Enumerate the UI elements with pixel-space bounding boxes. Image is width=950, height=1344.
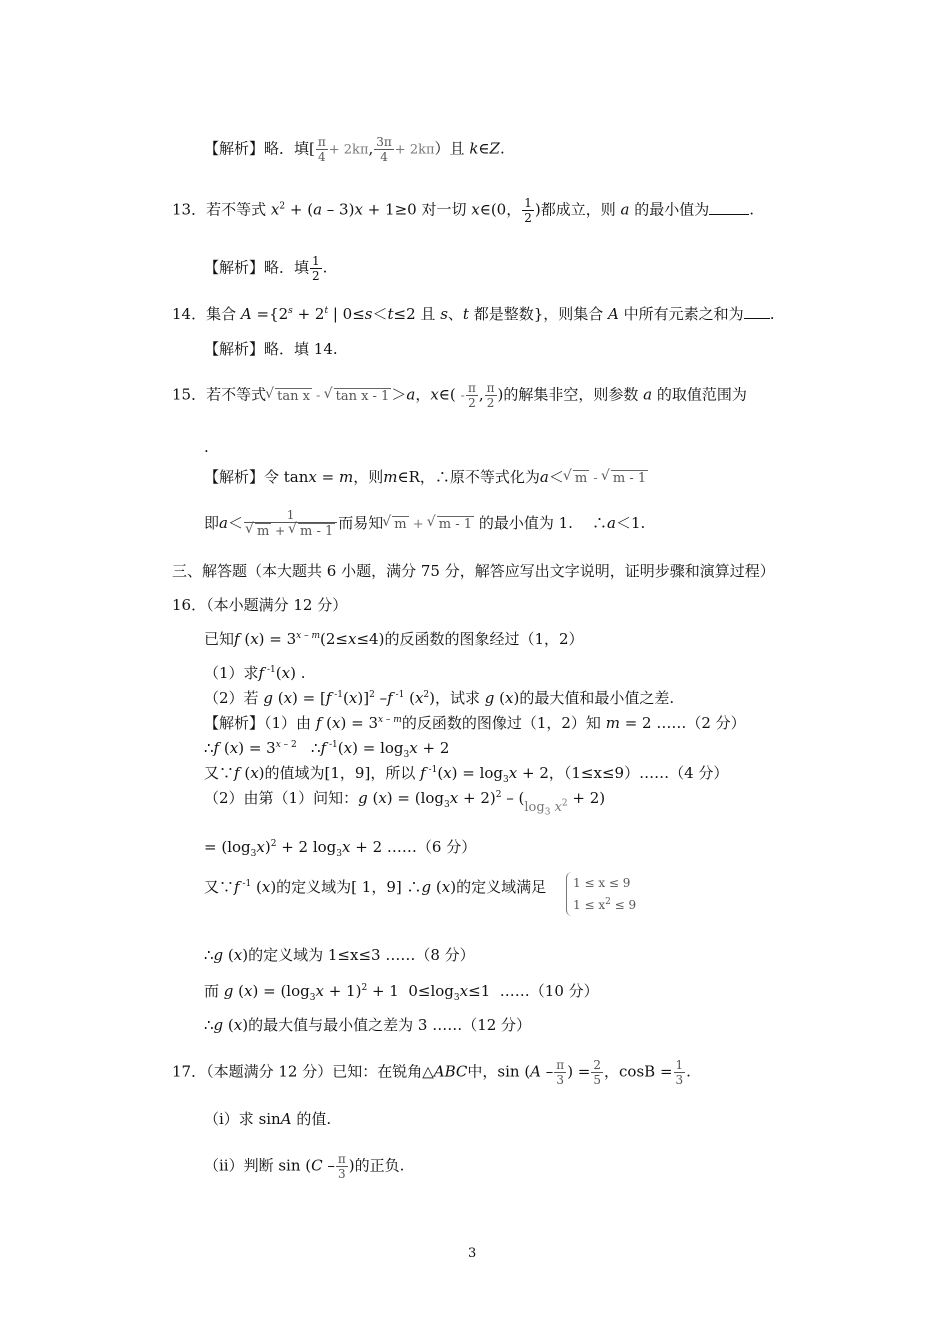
analysis-12: 【解析】略．填[ $\frac{\pi}{4}$ + 2kπ, $\frac{3\pi}{4}$ + 2kπ）且 k∈Z. [204,135,505,164]
question-16: 16．（本小题满分 12 分） [172,596,348,614]
fraction: $\frac{1}{2}$ [312,254,320,283]
sqrt: √ m - 1 [437,516,474,533]
question-17: 17．（本题满分 12 分）已知：在锐角△ABC中，sin (A – $\frac{\pi}{3}$ ) = $\frac{2}{5}$ ，cosB = $\frac{1}{3}$ . [172,1058,691,1087]
question-13: 13．若不等式 $x^2 + (a - 3)x + 1\ge 0$ 对一切 x∈(0， $\frac{1}{2}$ )都成立，则 a 的最小值为 . [172,196,755,225]
q16-line-7: （2）由第（1）问知：g $(x) = (\log_3x + 2)^2 - (\log_3$ $x^2 + 2$) [204,789,606,818]
analysis-15: 【解析】令 tanx = m，则m∈R，∴原不等式化为a＜√ m - √ m - 1 [204,466,648,490]
q16-line-11: 而 g $(x) = (\log_3x + 1)^2 + 1$ $0\le\log_3x\le 1$ ……（10 分） [204,982,599,1003]
question-15-end: . [204,438,209,456]
fraction: $\frac{1}{2}$ [524,196,532,225]
analysis-13: 【解析】略．填 $\frac{1}{2}$ . [204,254,328,283]
sqrt: √ tan x - 1 [334,388,392,405]
q16-line-9: 又∵f $^{-1}$ (x)的定义域为[ 1，9] ∴g (x)的定义域满足 [204,878,547,896]
q16-line-6: 又∵f (x)的值域为[1，9]，所以 f $^{-1}(x) = \log_3x + 2$，（1≤x≤9）……（4 分） [204,764,729,785]
fraction: $\frac{2}{5}$ [593,1058,602,1087]
fraction: $\frac{\pi}{2}$ [486,381,495,410]
inequality-system: 1 ≤ x ≤ 9 $1 \le x^2 \le 9$ [566,872,636,916]
q16-line-3: （2）若 g (x) = [f $^{-1}$(x)]$^2$ –f $^{-1}$ $(x^2)$，试求 g (x)的最大值和最小值之差. [204,689,675,707]
analysis-14: 【解析】略．填 14. [204,340,338,358]
q16-line-10: ∴g (x)的定义域为 1≤x≤3 ……（8 分） [204,946,475,964]
q17-part-i: （i）求 sinA 的值. [204,1110,332,1128]
fraction: $\frac{\pi}{4}$ [317,135,326,164]
question-14: 14．集合 $A =\{2^s + 2^t$ | 0≤s＜t≤2 且 s、t 都是整数}，则集合 A 中所有元素之和为 . [172,305,775,323]
q16-line-2: （1）求f $^{-1}$(x) . [204,664,306,682]
q16-line-4: 【解析】（1）由 f $(x) = 3^{x - m}$的反函数的图像过（1，2）知 m = 2 ……（2 分） [204,714,746,732]
q16-line-1: 已知f $(x) = 3^{x - m}(2\le x\le 4)$的反函数的图象经过（1，2） [204,630,584,648]
sqrt: √ m [392,516,408,533]
q16-line-5: ∴f $(x) = 3^{x - 2}$ ∴f $^{-1}(x) = \log_3x + 2$ [204,739,450,760]
fraction: 1 √ m + √ m - 1 [244,508,337,540]
q16-line-12: ∴g (x)的最大值与最小值之差为 3 ……（12 分） [204,1016,532,1034]
analysis-15-cont: 即a＜ 1 √ m + √ m - 1 而易知√ m + √ m - 1 的最小值为 1. ∴a＜1. [204,508,645,540]
fraction: $\frac{\pi}{2}$ [467,381,476,410]
fraction: $\frac{\pi}{3}$ [556,1058,565,1087]
sqrt: √ m - 1 [611,470,648,487]
sqrt: √ tan x [275,388,312,405]
fraction: $\frac{1}{3}$ [675,1058,684,1087]
answer-blank [709,200,749,215]
section-3-heading: 三、解答题（本大题共 6 小题，满分 75 分，解答应写出文字说明，证明步骤和演算过程） [172,562,775,580]
q16-line-8: = $(\log_3x)^2 + 2$ $\log_3x + 2$ ……（6 分） [204,838,477,859]
sqrt: √ m [573,470,589,487]
q17-part-ii: （ii）判断 sin (C – $\frac{\pi}{3}$ )的正负. [204,1152,405,1181]
question-15: 15．若不等式√ tan x - √ tan x - 1 ＞a，x∈( - $\frac{\pi}{2}$ , $\frac{\pi}{2}$ )的解集非空，则参数 a 的取值范围为 [172,381,747,410]
answer-blank [744,304,770,319]
fraction: $\frac{\pi}{3}$ [337,1152,346,1181]
fraction: $\frac{3\pi}{4}$ [376,135,392,164]
page-number: 3 [468,1246,477,1261]
